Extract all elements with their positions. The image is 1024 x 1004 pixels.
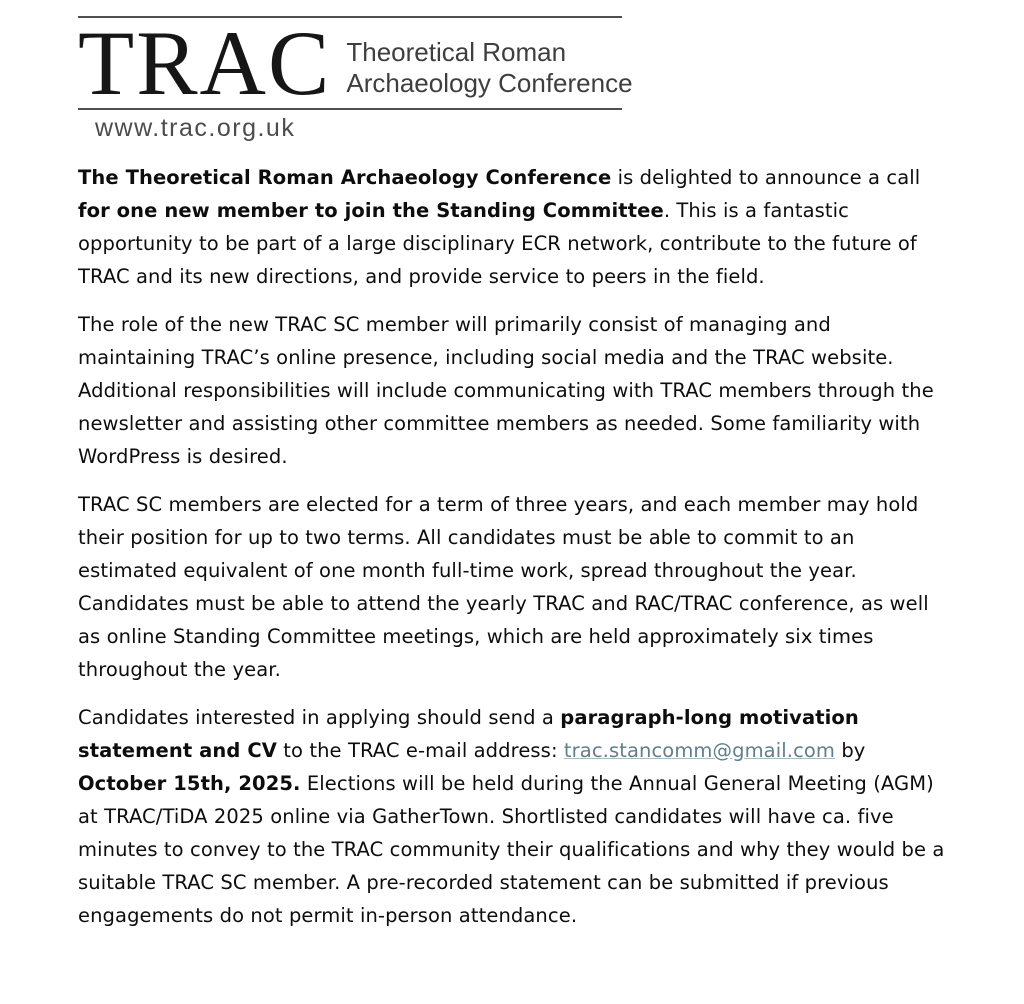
logo-subtitle-line1: Theoretical Roman (346, 37, 567, 67)
announcement-body (78, 161, 952, 932)
text-run: paragraph-long motivation statement and CV (78, 706, 859, 762)
text-run: Candidates interested in applying should send a (78, 706, 561, 729)
text-run: The role of the new TRAC SC member will primarily consist of managing and maintaining TRAC’s online presence, including social media and the TRAC website. Additional responsibilities will include communicating with TRAC members through the newsletter and assisting other committee members as needed. Some familiarity with WordPress is desired. (78, 313, 934, 468)
email-link[interactable]: trac.stancomm@gmail.com (563, 739, 836, 762)
logo-subtitle-line2: Archaeology Conference (346, 68, 633, 98)
paragraph-term-details (78, 488, 952, 686)
text-run: . This is a fantastic opportunity to be part of a large disciplinary ECR network, contribute to the future of TRAC and its new directions, and provide service to peers in the field. (78, 199, 917, 288)
paragraph-role-description (78, 308, 952, 473)
logo-website-url: www.trac.org.uk (95, 114, 296, 142)
logo-subtitle (346, 22, 632, 99)
text-run: for one new member to join the Standing Committee (78, 199, 664, 222)
text-run: to the TRAC e-mail address: (276, 739, 564, 762)
trac-logo (78, 12, 633, 143)
text-run: TRAC SC members are elected for a term of three years, and each member may hold their position for up to two terms. All candidates must be able to commit to an estimated equivalent of one month full-time work, spread throughout the year. Candidates must be able to attend the yearly TRAC and RAC/TRAC conference, as well as online Standing Committee meetings, which are held approximately six times throughout the year. (78, 493, 929, 681)
text-run: Elections will be held during the Annual General Meeting (AGM) at TRAC/TiDA 2025 online via GatherTown. Shortlisted candidates will have ca. five minutes to convey to the TRAC community their qualifications and why they would be a suitable TRAC SC member. A pre-recorded statement can be submitted if previous engagements do not permit in-person attendance. (78, 772, 945, 927)
paragraph-application-instructions (78, 701, 952, 932)
text-run: The Theoretical Roman Archaeology Conference (78, 166, 612, 189)
text-run: is delighted to announce a call (611, 166, 921, 189)
logo-acronym: TRAC (78, 12, 332, 114)
logo-row (78, 12, 633, 114)
paragraph-announcement (78, 161, 952, 293)
text-run: October 15th, 2025. (78, 772, 301, 795)
text-run: by (835, 739, 866, 762)
